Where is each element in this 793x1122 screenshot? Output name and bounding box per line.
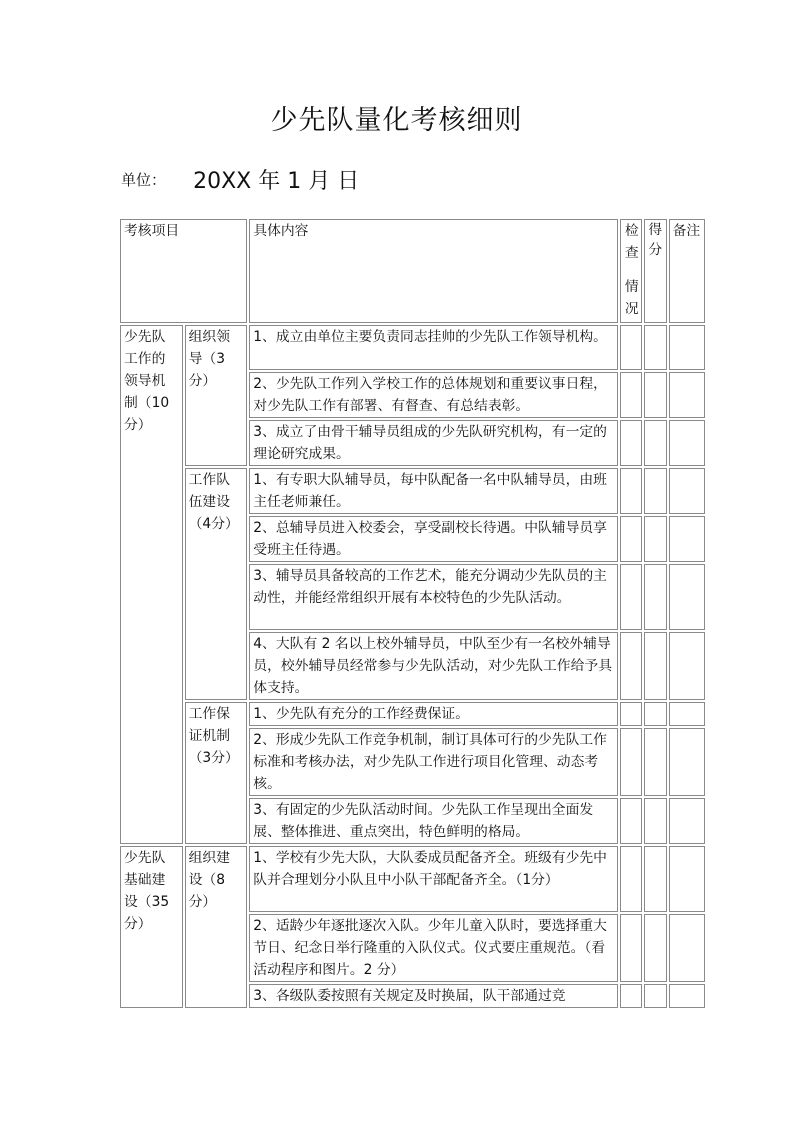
score-cell[interactable] — [644, 564, 666, 630]
check-cell[interactable] — [620, 372, 642, 418]
check-cell[interactable] — [620, 702, 642, 726]
content-cell: 2、总辅导员进入校委会，享受副校长待遇。中队辅导员享受班主任待遇。 — [249, 516, 618, 562]
remark-cell[interactable] — [669, 914, 705, 982]
header-content: 具体内容 — [249, 219, 618, 323]
header-remark: 备注 — [669, 219, 705, 323]
subcategory-cell: 工作保证机制（3分） — [185, 702, 248, 844]
check-cell[interactable] — [620, 564, 642, 630]
score-cell[interactable] — [644, 372, 666, 418]
table-row — [120, 846, 705, 912]
table-row — [120, 325, 705, 370]
remark-cell[interactable] — [669, 325, 705, 370]
unit-date-line — [121, 164, 359, 195]
check-cell[interactable] — [620, 325, 642, 370]
score-cell[interactable] — [644, 632, 666, 700]
header-check-top: 检查 — [624, 223, 639, 261]
check-cell[interactable] — [620, 728, 642, 796]
remark-cell[interactable] — [669, 728, 705, 796]
score-cell[interactable] — [644, 420, 666, 466]
header-row — [120, 219, 705, 323]
subcategory-cell: 组织领导（3分） — [185, 325, 248, 466]
remark-cell[interactable] — [669, 420, 705, 466]
category-cell: 少先队基础建设（35分） — [120, 846, 183, 1008]
check-cell[interactable] — [620, 846, 642, 912]
content-cell: 1、有专职大队辅导员，每中队配备一名中队辅导员，由班主任老师兼任。 — [249, 468, 618, 514]
score-cell[interactable] — [644, 984, 666, 1008]
remark-cell[interactable] — [669, 798, 705, 844]
page-title: 少先队量化考核细则 — [270, 105, 523, 136]
score-cell[interactable] — [644, 325, 666, 370]
check-cell[interactable] — [620, 984, 642, 1008]
header-score: 得分 — [644, 219, 666, 323]
header-check-bottom: 情况 — [624, 279, 639, 317]
table-row — [120, 702, 705, 726]
score-cell[interactable] — [644, 728, 666, 796]
assessment-table — [118, 217, 707, 1010]
remark-cell[interactable] — [669, 984, 705, 1008]
score-cell[interactable] — [644, 914, 666, 982]
content-cell: 3、成立了由骨干辅导员组成的少先队研究机构，有一定的理论研究成果。 — [249, 420, 618, 466]
content-cell: 3、各级队委按照有关规定及时换届，队干部通过竞 — [249, 984, 618, 1008]
check-cell[interactable] — [620, 914, 642, 982]
score-cell[interactable] — [644, 516, 666, 562]
content-cell: 4、大队有 2 名以上校外辅导员，中队至少有一名校外辅导员，校外辅导员经常参与少先队活动，对少先队工作给予具体支持。 — [249, 632, 618, 700]
table-row — [120, 468, 705, 514]
content-cell: 2、形成少先队工作竞争机制，制订具体可行的少先队工作标准和考核办法，对少先队工作进行项目化管理、动态考核。 — [249, 728, 618, 796]
header-check — [620, 219, 642, 323]
check-cell[interactable] — [620, 632, 642, 700]
remark-cell[interactable] — [669, 702, 705, 726]
content-cell: 2、少先队工作列入学校工作的总体规划和重要议事日程，对少先队工作有部署、有督查、有总结表彰。 — [249, 372, 618, 418]
score-cell[interactable] — [644, 846, 666, 912]
unit-label: 单位： — [121, 171, 167, 189]
score-cell[interactable] — [644, 702, 666, 726]
subcategory-cell: 组织建设（8分） — [185, 846, 248, 1008]
remark-cell[interactable] — [669, 372, 705, 418]
content-cell: 1、少先队有充分的工作经费保证。 — [249, 702, 618, 726]
content-cell: 1、学校有少先大队，大队委成员配备齐全。班级有少先中队并合理划分小队且中小队干部配备齐全。（1分） — [249, 846, 618, 912]
remark-cell[interactable] — [669, 468, 705, 514]
check-cell[interactable] — [620, 468, 642, 514]
header-item: 考核项目 — [120, 219, 247, 323]
content-cell: 3、辅导员具备较高的工作艺术，能充分调动少先队员的主动性，并能经常组织开展有本校特色的少先队活动。 — [249, 564, 618, 630]
check-cell[interactable] — [620, 516, 642, 562]
content-cell: 3、有固定的少先队活动时间。少先队工作呈现出全面发展、整体推进、重点突出，特色鲜明的格局。 — [249, 798, 618, 844]
subcategory-cell: 工作队伍建设（4分） — [185, 468, 248, 700]
score-cell[interactable] — [644, 468, 666, 514]
check-cell[interactable] — [620, 420, 642, 466]
check-cell[interactable] — [620, 798, 642, 844]
content-cell: 1、成立由单位主要负责同志挂帅的少先队工作领导机构。 — [249, 325, 618, 370]
remark-cell[interactable] — [669, 632, 705, 700]
category-cell: 少先队工作的领导机制（10分） — [120, 325, 183, 844]
remark-cell[interactable] — [669, 564, 705, 630]
remark-cell[interactable] — [669, 846, 705, 912]
score-cell[interactable] — [644, 798, 666, 844]
content-cell: 2、适龄少年逐批逐次入队。少年儿童入队时，要选择重大节日、纪念日举行隆重的入队仪式。仪式要庄重规范。（看活动程序和图片。2 分） — [249, 914, 618, 982]
date-text: 20XX 年 1 月 日 — [193, 169, 360, 194]
remark-cell[interactable] — [669, 516, 705, 562]
